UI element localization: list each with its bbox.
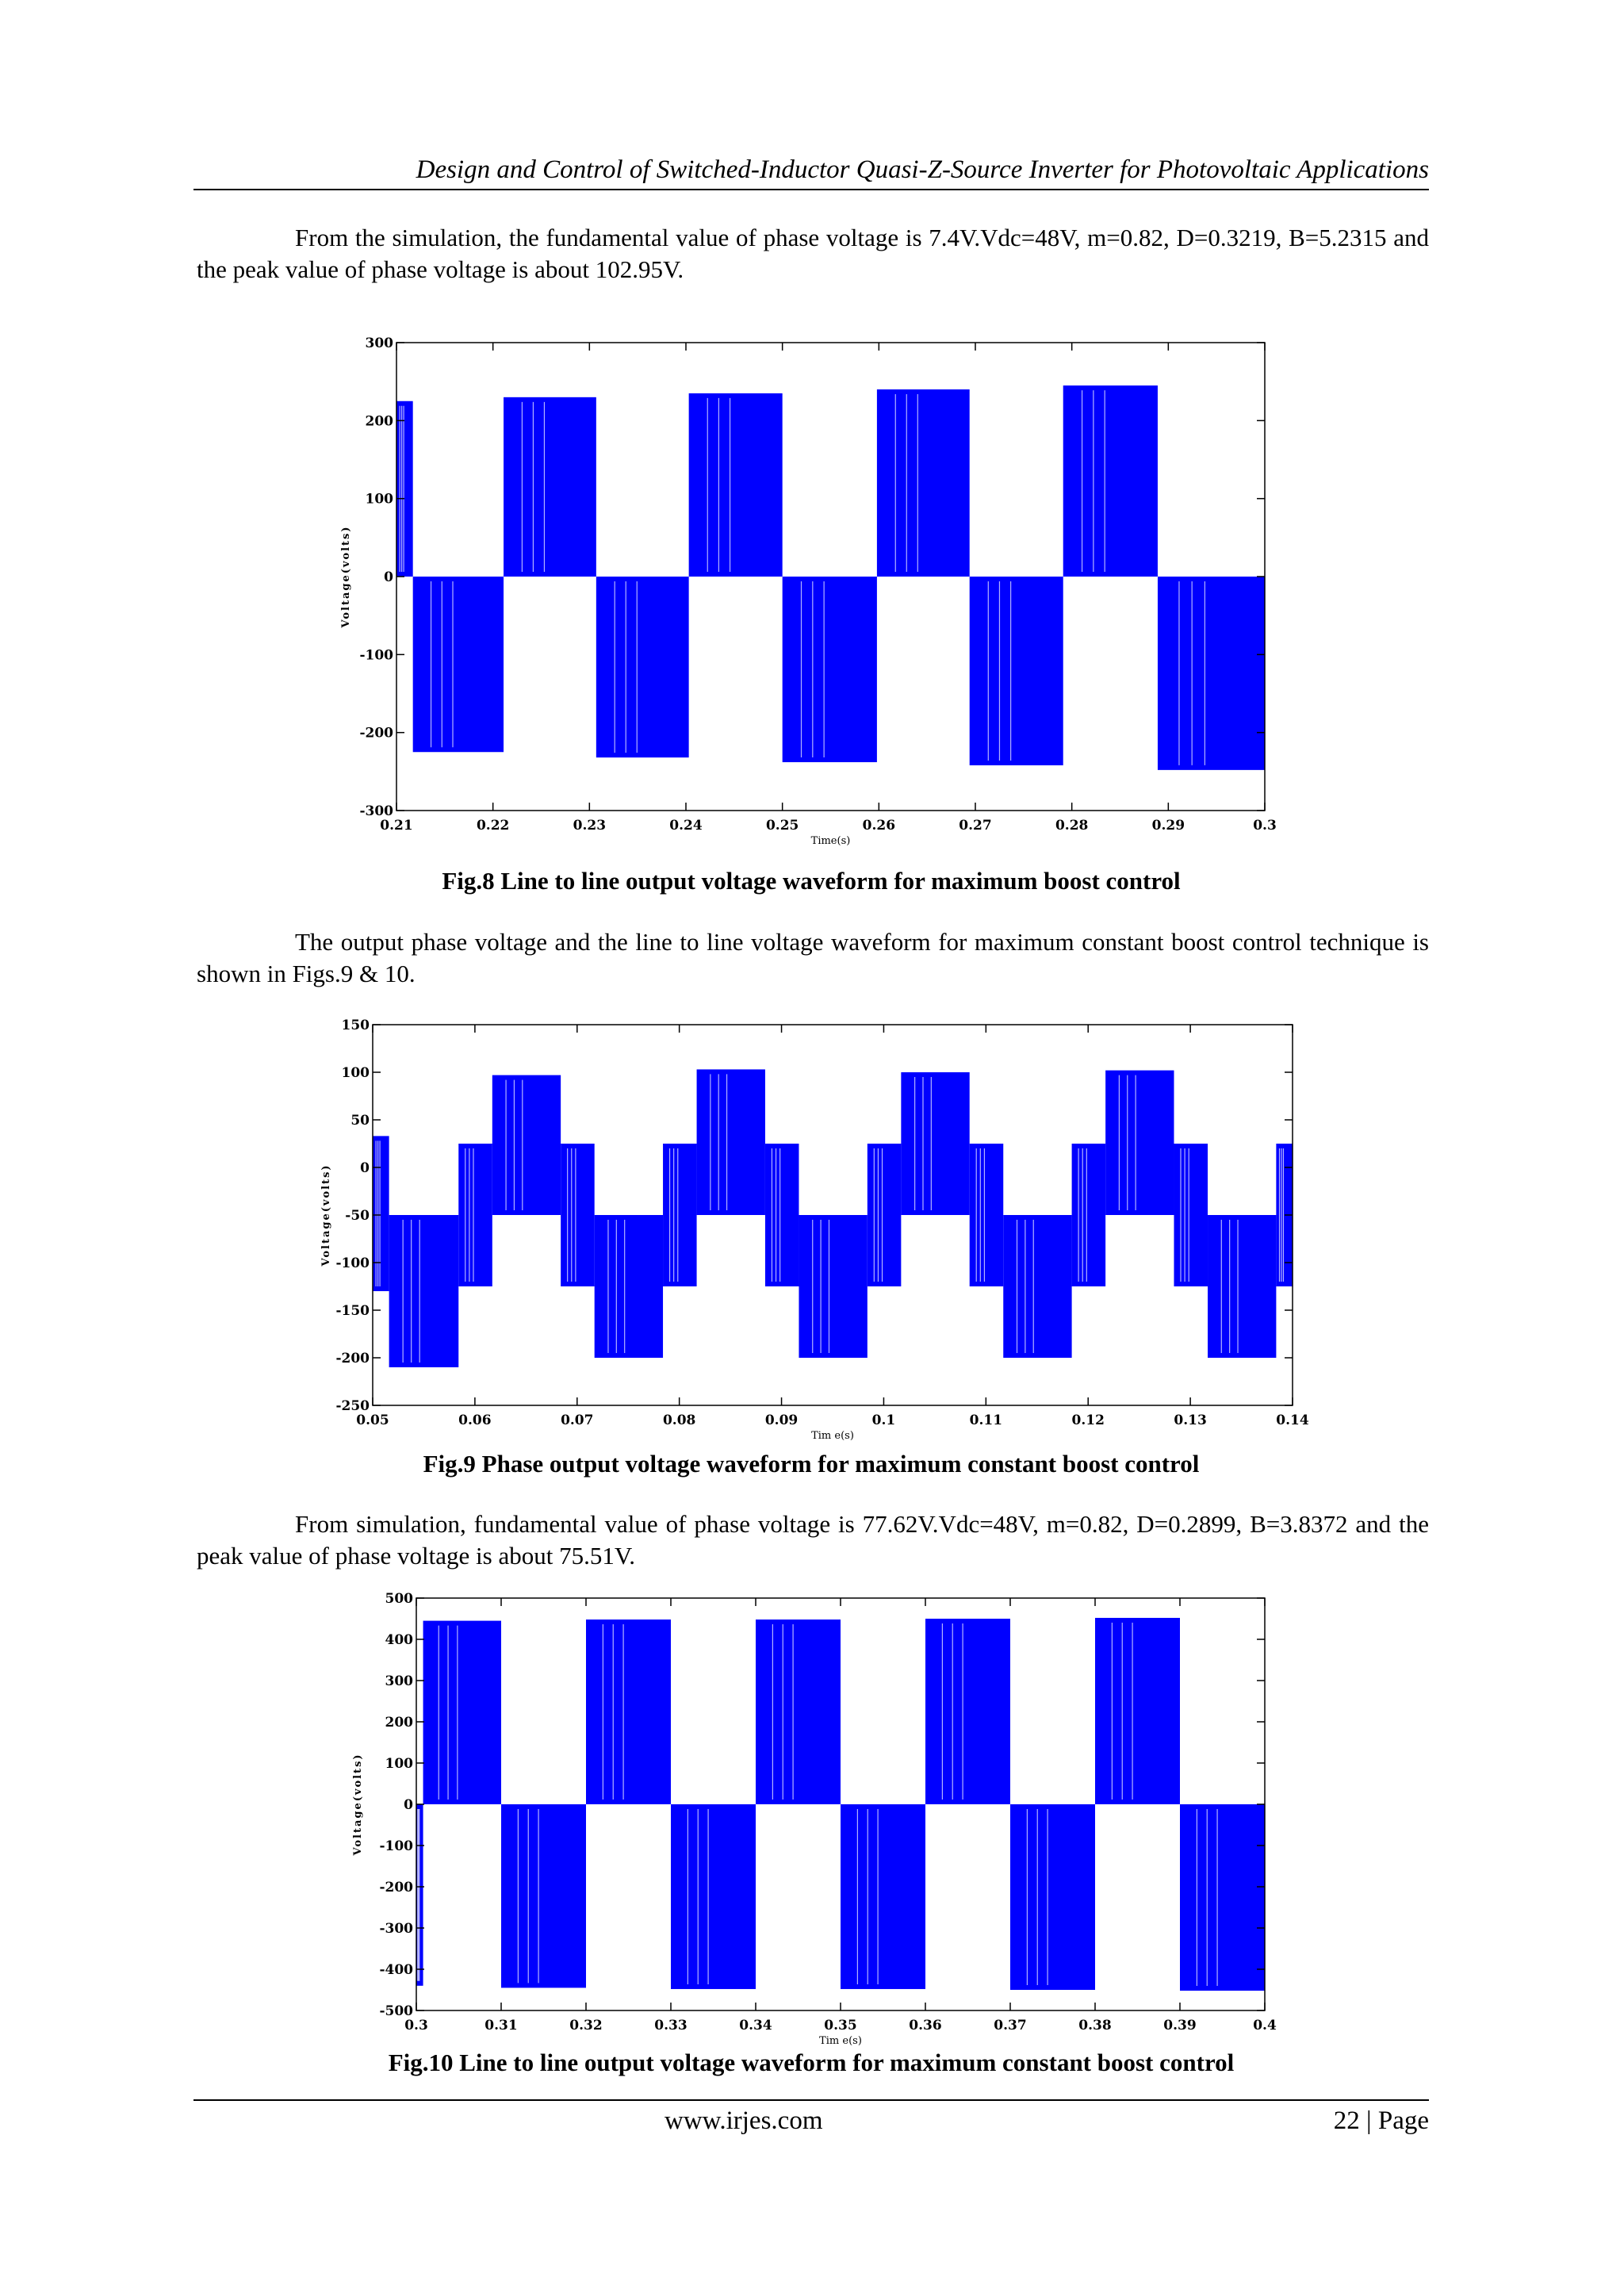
chart-0-waveform-block-9	[1158, 577, 1265, 770]
chart-1-y-axis-label: Voltage(volts)	[320, 1163, 332, 1267]
chart-2-waveform-block-6	[841, 1804, 925, 1989]
chart-0-waveform-block-0	[396, 401, 413, 577]
chart-1-ytick-label: -100	[335, 1255, 370, 1271]
header-rule	[193, 189, 1429, 190]
chart-2-xtick-label: 0.3	[404, 2018, 428, 2033]
chart-1-ytick-label: 0	[360, 1160, 370, 1176]
chart-1-xtick-label: 0.1	[871, 1412, 896, 1428]
chart-1-waveform-block-15	[1105, 1071, 1174, 1215]
chart-1-ytick-label: -200	[335, 1351, 370, 1366]
chart-2-ytick-label: 0	[404, 1797, 413, 1813]
chart-1-ytick-label: -50	[345, 1208, 370, 1224]
chart-2-xtick-label: 0.38	[1078, 2018, 1112, 2033]
chart-0-xtick-label: 0.27	[959, 818, 992, 834]
footer-rule	[193, 2099, 1429, 2101]
chart-0-xtick-label: 0.29	[1151, 818, 1185, 834]
chart-1-waveform-block-12	[970, 1144, 1004, 1286]
chart-2-ytick-label: -300	[379, 1921, 413, 1937]
chart-1-xtick-label: 0.11	[969, 1412, 1003, 1428]
chart-2-xtick-label: 0.36	[909, 2018, 942, 2033]
chart-2-xtick-label: 0.39	[1163, 2018, 1197, 2033]
running-header: Design and Control of Switched-Inductor Quasi-Z-Source Inverter for Photovoltaic Applications	[416, 155, 1429, 184]
chart-2-xtick-label: 0.32	[569, 2018, 603, 2033]
chart-0-ytick-label: 0	[384, 569, 393, 585]
chart-0-xtick-label: 0.22	[476, 818, 510, 834]
chart-1-xtick-label: 0.06	[458, 1412, 492, 1428]
chart-1-ytick-label: 150	[341, 1018, 370, 1033]
chart-0-waveform-block-5	[783, 577, 877, 762]
chart-0-ytick-label: 200	[365, 413, 393, 430]
footer-url: www.irjes.com	[665, 2106, 823, 2135]
chart-1-xtick-label: 0.13	[1174, 1412, 1207, 1428]
chart-0-waveform-block-8	[1063, 385, 1158, 577]
chart-0-waveform-block-3	[596, 577, 689, 757]
chart-2-waveform-block-2	[501, 1804, 586, 1987]
chart-1-xtick-label: 0.07	[561, 1412, 594, 1428]
chart-2-y-axis-label: Voltage(volts)	[352, 1753, 364, 1856]
fig9-chart	[305, 1015, 1324, 1442]
paragraph-1-text: From the simulation, the fundamental value of phase voltage is 7.4V.Vdc=48V, m=0.82, D=0.3219, B=5.2315 and the peak value of phase voltage is about 102.95V.	[197, 224, 1429, 283]
chart-1-xtick-label: 0.08	[662, 1412, 696, 1428]
chart-2-xtick-label: 0.31	[485, 2018, 518, 2033]
chart-1-waveform-block-14	[1072, 1144, 1106, 1286]
fig8-caption: Fig.8 Line to line output voltage waveform for maximum boost control	[442, 867, 1181, 895]
chart-0-xtick-label: 0.21	[380, 818, 413, 834]
chart-1-ytick-label: 100	[341, 1065, 370, 1081]
chart-2-xtick-label: 0.37	[994, 2018, 1027, 2033]
chart-1-xtick-label: 0.05	[356, 1412, 389, 1428]
chart-0-ytick-label: 300	[365, 335, 393, 351]
chart-2-xtick-label: 0.33	[654, 2018, 688, 2033]
chart-2-waveform-block-8	[1010, 1804, 1095, 1990]
fig8-chart	[317, 333, 1293, 849]
chart-0-waveform-block-7	[970, 577, 1063, 765]
chart-0-ytick-label: -100	[359, 647, 393, 664]
chart-1-ytick-label: -250	[335, 1398, 370, 1414]
chart-0-waveform-block-1	[413, 577, 504, 752]
chart-1-waveform-block-11	[901, 1072, 969, 1215]
chart-1-xtick-label: 0.12	[1071, 1412, 1105, 1428]
chart-1-waveform-block-17	[1208, 1215, 1276, 1358]
chart-2-waveform-block-10	[1180, 1804, 1265, 1991]
chart-2-ytick-label: 100	[385, 1756, 413, 1772]
chart-2-waveform-block-5	[756, 1619, 841, 1804]
chart-2-xtick-label: 0.4	[1253, 2018, 1277, 2033]
chart-2-ytick-label: -200	[379, 1880, 413, 1895]
chart-2-ytick-label: 500	[385, 1591, 413, 1607]
chart-0-xtick-label: 0.28	[1055, 818, 1089, 834]
chart-1-waveform-block-9	[799, 1215, 867, 1358]
fig10-chart	[333, 1590, 1293, 2050]
fig9-caption: Fig.9 Phase output voltage waveform for maximum constant boost control	[423, 1450, 1200, 1478]
chart-2-xtick-label: 0.34	[739, 2018, 772, 2033]
chart-1-ytick-label: -150	[335, 1303, 370, 1319]
paragraph-3-text: From simulation, fundamental value of phase voltage is 77.62V.Vdc=48V, m=0.82, D=0.2899, B=3.8372 and the peak value of phase voltage is about 75.51V.	[197, 1510, 1429, 1570]
chart-2-ytick-label: 200	[385, 1715, 413, 1731]
chart-1-xtick-label: 0.09	[764, 1412, 799, 1428]
chart-0-xtick-label: 0.3	[1253, 818, 1277, 834]
chart-0-ytick-label: -300	[359, 803, 393, 819]
chart-1-waveform-block-4	[561, 1144, 595, 1286]
chart-1-ytick-label: 50	[350, 1113, 370, 1129]
chart-0-y-axis-label: Voltage(volts)	[340, 525, 352, 628]
chart-0-ytick-label: -200	[359, 725, 393, 742]
chart-0-xtick-label: 0.23	[573, 818, 607, 834]
chart-2-waveform-block-1	[423, 1621, 501, 1804]
chart-0-x-axis-label: Time(s)	[810, 835, 851, 847]
chart-2-waveform-block-3	[586, 1619, 671, 1804]
fig10-caption: Fig.10 Line to line output voltage waveform for maximum constant boost control	[388, 2049, 1235, 2076]
chart-1-waveform-block-8	[765, 1144, 799, 1286]
chart-2-ytick-label: 400	[385, 1632, 413, 1648]
chart-2-ytick-label: 300	[385, 1673, 413, 1689]
chart-0-waveform-block-4	[689, 393, 783, 577]
chart-2-waveform-block-4	[671, 1804, 756, 1989]
paragraph-3	[197, 1508, 1429, 1572]
chart-1-xtick-label: 0.14	[1276, 1412, 1309, 1428]
chart-0-ytick-label: 100	[365, 491, 393, 508]
chart-2-xtick-label: 0.35	[824, 2018, 857, 2033]
chart-1-waveform-block-10	[868, 1144, 902, 1286]
chart-0-xtick-label: 0.26	[862, 818, 896, 834]
chart-1-waveform-block-3	[492, 1075, 561, 1215]
paragraph-1	[197, 222, 1429, 286]
footer-page-number: 22 | Page	[1333, 2106, 1429, 2135]
chart-1-waveform-block-2	[458, 1144, 492, 1286]
paragraph-2-text: The output phase voltage and the line to line voltage waveform for maximum constant boost control technique is shown in Figs.9 & 10.	[197, 928, 1429, 987]
chart-1-x-axis-label: Tim e(s)	[811, 1430, 854, 1442]
chart-1-waveform-block-5	[595, 1215, 663, 1358]
chart-2-waveform-block-9	[1095, 1618, 1180, 1804]
chart-2-x-axis-label: Tim e(s)	[819, 2035, 862, 2047]
chart-2-ytick-label: -500	[379, 2003, 413, 2019]
chart-1-waveform-block-16	[1174, 1144, 1208, 1286]
chart-1-waveform-block-7	[697, 1069, 765, 1215]
chart-0-waveform-block-6	[877, 389, 970, 577]
chart-2-ytick-label: -100	[379, 1838, 413, 1854]
chart-1-waveform-block-1	[389, 1215, 459, 1367]
chart-1-waveform-block-6	[663, 1144, 697, 1286]
chart-0-xtick-label: 0.25	[765, 818, 799, 834]
chart-2-waveform-block-7	[925, 1619, 1010, 1804]
chart-0-waveform-block-2	[504, 397, 596, 577]
chart-2-ytick-label: -400	[379, 1962, 413, 1978]
chart-1-waveform-block-13	[1003, 1215, 1071, 1358]
chart-1-waveform-block-0	[373, 1136, 389, 1291]
paragraph-2	[197, 926, 1429, 990]
chart-0-xtick-label: 0.24	[669, 818, 703, 834]
